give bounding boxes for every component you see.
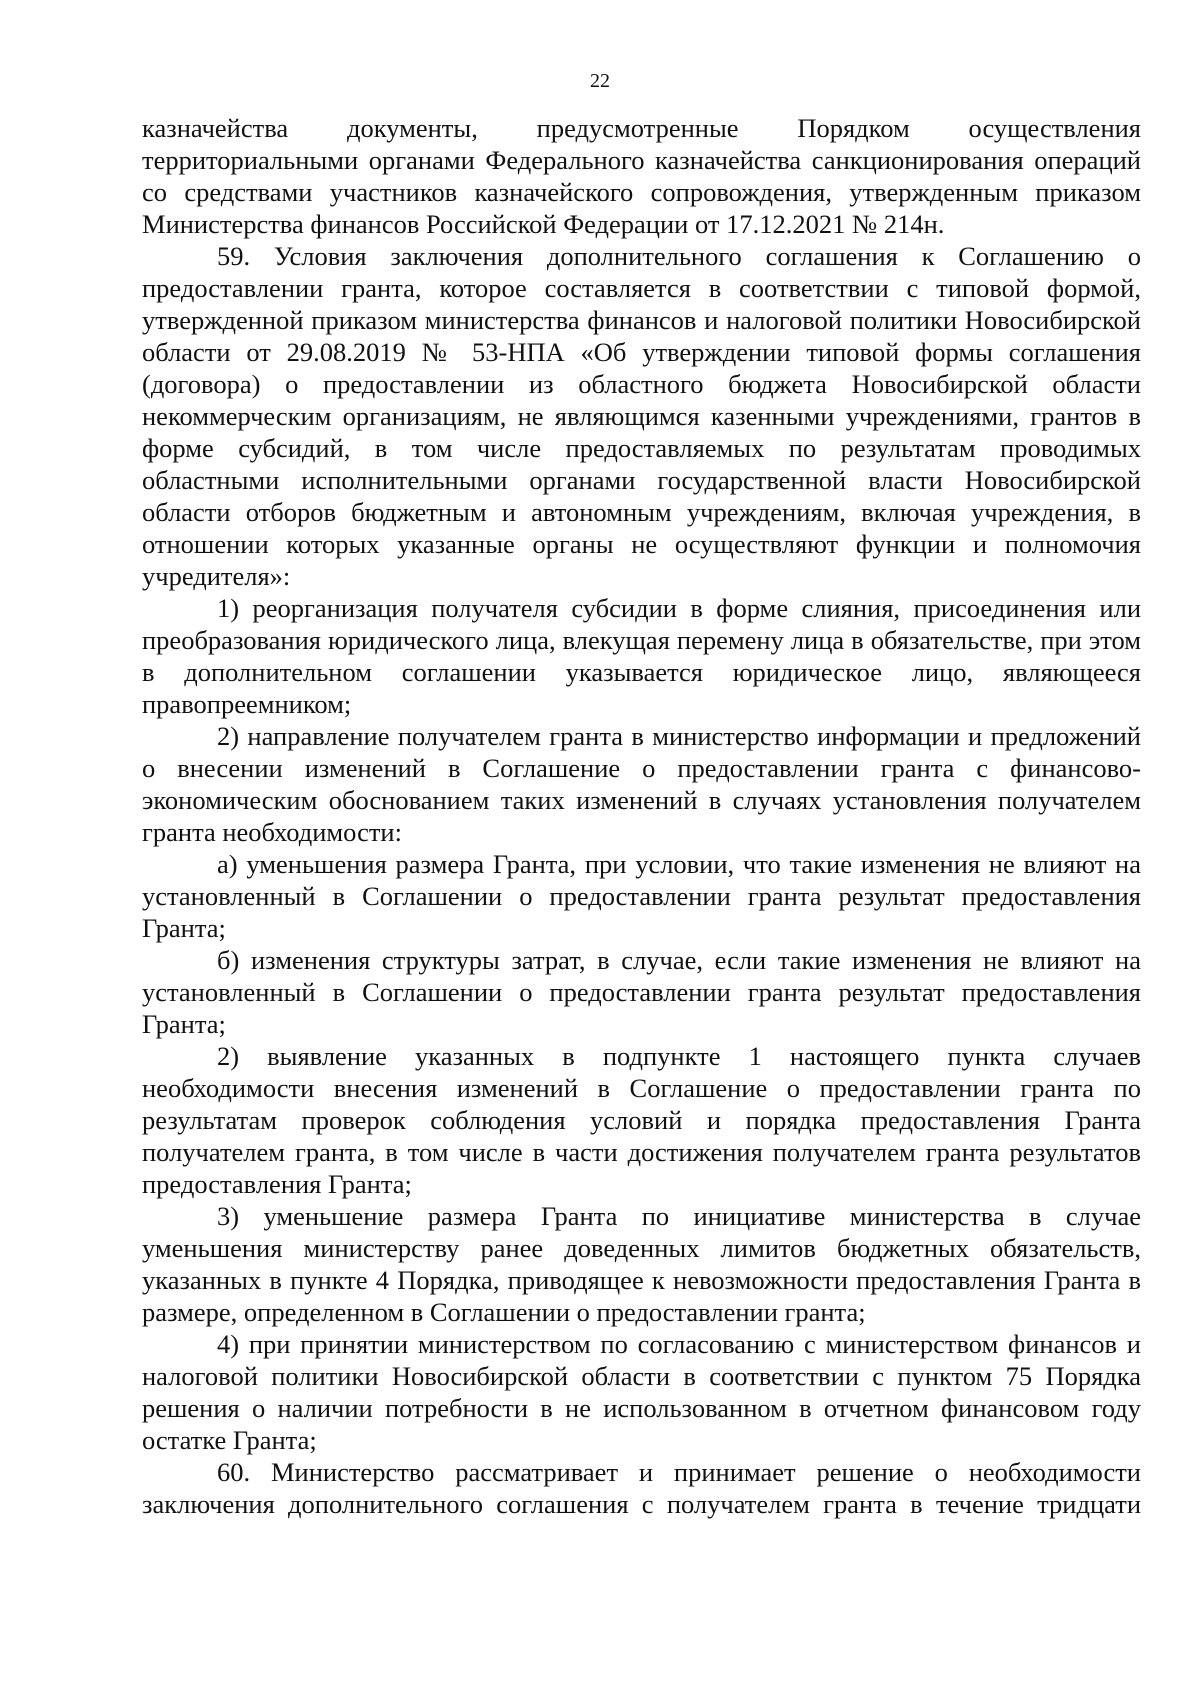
paragraph-item-2-proposals: 2) направление получателем гранта в министерство информации и предложений о внесении изменений в Соглашение о предоставлении гранта с финансово-экономическим обоснованием таких изменений в случаях установления получателем гранта необходимости: [142,721,1141,847]
paragraph-subitem-b-cost-structure: б) изменения структуры затрат, в случае, если такие изменения не влияют на установленный в Соглашении о предоставлении гранта результат предоставления Гранта; [142,945,1141,1039]
paragraph-treasury-documents: казначейства документы, предусмотренные Порядком осуществления территориальными органами Федерального казначейства санкционирования операций со средствами участников казначейского сопровождения, утвержденным приказом Министерства финансов Российской Федерации от 17.12.2021 № 214н. [142,113,1141,239]
paragraph-subitem-a-grant-reduction: а) уменьшения размера Гранта, при условии, что такие изменения не влияют на установленный в Соглашении о предоставлении гранта результат предоставления Гранта; [142,849,1141,943]
paragraph-item-2-detection: 2) выявление указанных в подпункте 1 настоящего пункта случаев необходимости внесения изменений в Соглашение о предоставлении гранта по результатам проверок соблюдения условий и порядка предоставления Гранта получателем гранта, в том числе в части достижения получателем гранта результатов предоставления Гранта; [142,1041,1141,1199]
paragraph-item-1-reorganization: 1) реорганизация получателя субсидии в форме слияния, присоединения или преобразования юридического лица, влекущая перемену лица в обязательстве, при этом в дополнительном соглашении указывается юридическое лицо, являющееся правопреемником; [142,593,1141,719]
paragraph-item-3-reduction-initiative: 3) уменьшение размера Гранта по инициативе министерства в случае уменьшения министерству ранее доведенных лимитов бюджетных обязательств, указанных в пункте 4 Порядка, приводящее к невозможности предоставления Гранта в размере, определенном в Соглашении о предоставлении гранта; [142,1201,1141,1327]
document-body [142,112,1141,1520]
paragraph-59-conditions: 59. Условия заключения дополнительного соглашения к Соглашению о предоставлении гранта, которое составляется в соответствии с типовой формой, утвержденной приказом министерства финансов и налоговой политики Новосибирской области от 29.08.2019 № 53-НПА «Об утверждении типовой формы соглашения (договора) о предоставлении из областного бюджета Новосибирской области некоммерческим организациям, не являющимся казенными учреждениями, грантов в форме субсидий, в том числе предоставляемых по результатам проводимых областными исполнительными органами государственной власти Новосибирской области отборов бюджетным и автономным учреждениям, включая учреждения, в отношении которых указанные органы не осуществляют функции и полномочия учредителя»: [142,241,1141,591]
paragraph-item-4-unused-balance: 4) при принятии министерством по согласованию с министерством финансов и налоговой политики Новосибирской области в соответствии с пунктом 75 Порядка решения о наличии потребности в не использованном в отчетном финансовом году остатке Гранта; [142,1329,1141,1455]
page-number: 22 [590,70,610,92]
paragraph-60-ministry-decision: 60. Министерство рассматривает и принимает решение о необходимости заключения дополнительного соглашения с получателем гранта в течение тридцати [142,1457,1141,1519]
